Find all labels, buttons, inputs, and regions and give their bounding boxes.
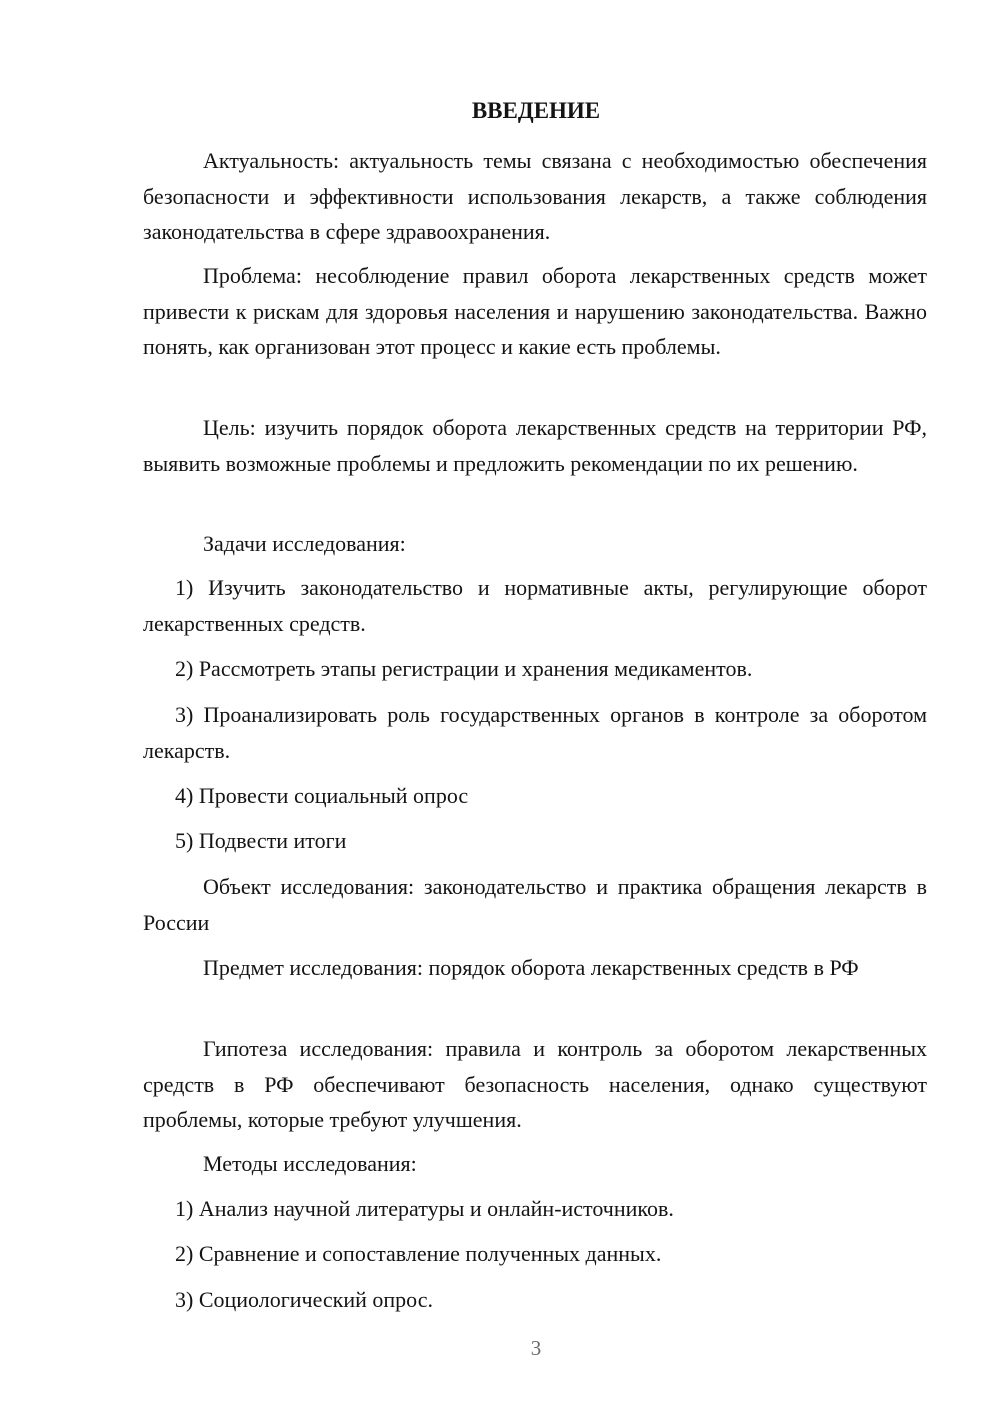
task-item-3: 3) Проанализировать роль государственных органов в контроле за оборотом лекарств. [143, 702, 927, 763]
task-item-4: 4) Провести социальный опрос [175, 783, 469, 808]
relevance-paragraph: Актуальность: актуальность темы связана с необходимостью обеспечения безопасности и эффективности использования лекарств, а также соблюдения законодательства в сфере здравоохранения. [143, 148, 927, 244]
problem-paragraph: Проблема: несоблюдение правил оборота лекарственных средств может привести к рискам для здоровья населения и нарушению законодательства. Важно понять, как организован этот процесс и какие есть проблемы. [143, 263, 927, 359]
task-item-1: 1) Изучить законодательство и нормативные акты, регулирующие оборот лекарственных средств. [143, 575, 927, 636]
goal-paragraph: Цель: изучить порядок оборота лекарственных средств на территории РФ, выявить возможные проблемы и предложить рекомендации по их решению. [143, 415, 927, 476]
method-item-2: 2) Сравнение и сопоставление полученных данных. [175, 1241, 662, 1266]
subject-paragraph: Предмет исследования: порядок оборота лекарственных средств в РФ [203, 955, 859, 980]
method-item-1: 1) Анализ научной литературы и онлайн-источников. [175, 1196, 674, 1221]
task-item-5: 5) Подвести итоги [175, 828, 347, 853]
task-item-2: 2) Рассмотреть этапы регистрации и хранения медикаментов. [175, 656, 753, 681]
section-title: ВВЕДЕНИЕ [471, 98, 601, 123]
page-number: 3 [530, 1336, 542, 1360]
tasks-heading: Задачи исследования: [203, 531, 406, 556]
hypothesis-paragraph: Гипотеза исследования: правила и контроль за оборотом лекарственных средств в РФ обеспечивают безопасность населения, однако существуют проблемы, которые требуют улучшения. [143, 1036, 927, 1132]
method-item-3: 3) Социологический опрос. [175, 1287, 433, 1312]
methods-heading: Методы исследования: [203, 1151, 417, 1176]
object-paragraph: Объект исследования: законодательство и практика обращения лекарств в России [143, 874, 927, 935]
